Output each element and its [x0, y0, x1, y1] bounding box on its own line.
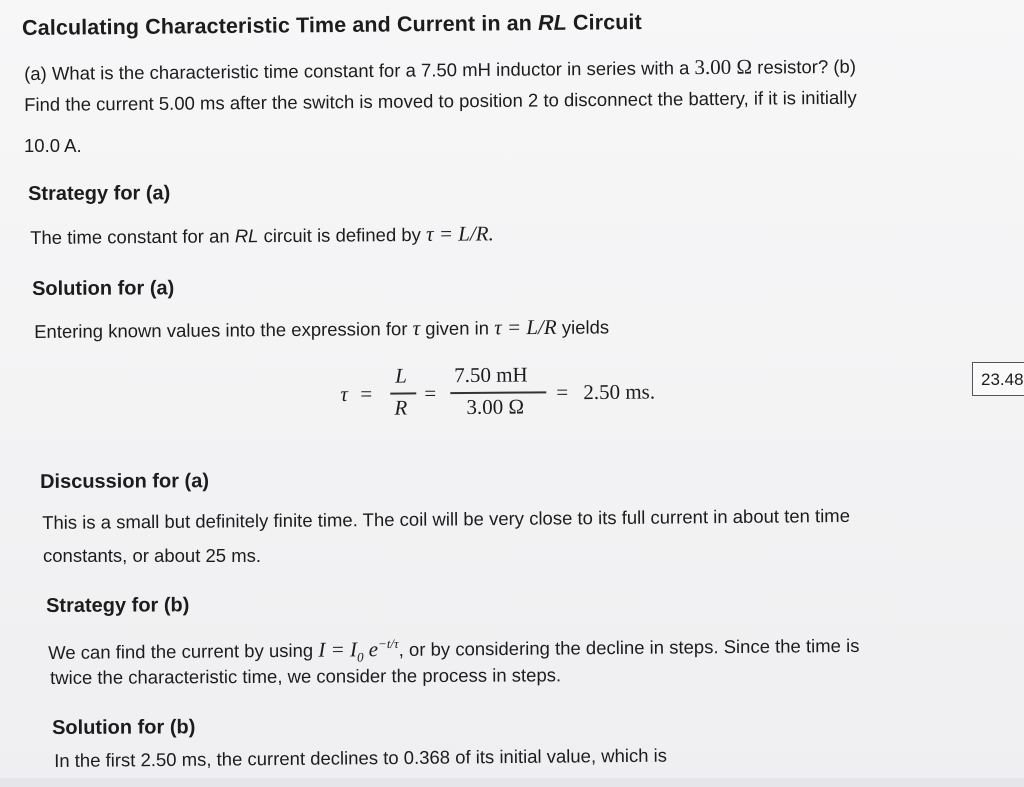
- discussion-a-line-2: constants, or about 25 ms.: [43, 545, 262, 566]
- time-constant-equation: [340, 355, 701, 428]
- strategy-a-heading: Strategy for (a): [28, 182, 171, 205]
- strategy-b-heading: Strategy for (b): [46, 594, 190, 617]
- time-constant-formula: τ = L/R.: [425, 221, 494, 246]
- problem-line-3: 10.0 A.: [24, 135, 82, 156]
- eq-equals-3: =: [556, 380, 569, 405]
- title-text: Calculating Characteristic Time and Current in an: [22, 11, 539, 40]
- page-title: [22, 10, 642, 41]
- discussion-a-heading: Discussion for (a): [40, 470, 210, 493]
- equation-number: 23.48: [972, 362, 1024, 396]
- current-decay-formula: $I = I_0$ $e^{-t/\tau}$: [318, 635, 399, 665]
- eq-L: L: [395, 363, 407, 388]
- eq-tau: τ: [340, 381, 348, 406]
- eq-equals-2: =: [424, 381, 437, 406]
- eq-R: R: [394, 395, 408, 420]
- strategy-b-line-2: twice the characteristic time, we consider the process in steps.: [50, 664, 562, 688]
- title-suffix: Circuit: [566, 10, 642, 35]
- eq-fraction-bar-2: [450, 391, 546, 393]
- strategy-a-text: The time constant for an RL circuit is defined by τ = L/R.: [30, 221, 494, 248]
- strategy-b-line-1: We can find the current by using $I = I_0$ $e^{-t/\tau}$, or by considering the decline in steps. Since the time is: [48, 634, 860, 665]
- eq-equals-1: =: [360, 381, 373, 406]
- eq-fraction-bar-1: [390, 392, 416, 394]
- solution-a-text: Entering known values into the expression for τ given in τ = L/R yields: [34, 314, 610, 342]
- solution-a-heading: Solution for (a): [32, 277, 175, 300]
- eq-denominator: 3.00 Ω: [466, 394, 525, 420]
- eq-result: 2.50 ms.: [583, 379, 656, 405]
- solution-b-heading: Solution for (b): [52, 716, 196, 739]
- title-rl: RL: [537, 10, 568, 36]
- problem-line-2: Find the current 5.00 ms after the switch is moved to position 2 to disconnect the battery, if it is initially: [24, 86, 857, 115]
- eq-numerator: 7.50 mH: [454, 362, 528, 388]
- discussion-a-line-1: This is a small but definitely finite time. The coil will be very close to its full current in about ten time: [42, 504, 851, 533]
- problem-line-1: (a) What is the characteristic time constant for a 7.50 mH inductor in series with a 3.00 Ω resistor? (b): [24, 54, 857, 84]
- solution-b-line-1: In the first 2.50 ms, the current declines to 0.368 of its initial value, which is: [54, 744, 668, 771]
- page-bottom-edge: [0, 778, 1024, 787]
- resistance-value: 3.00 Ω: [694, 54, 753, 80]
